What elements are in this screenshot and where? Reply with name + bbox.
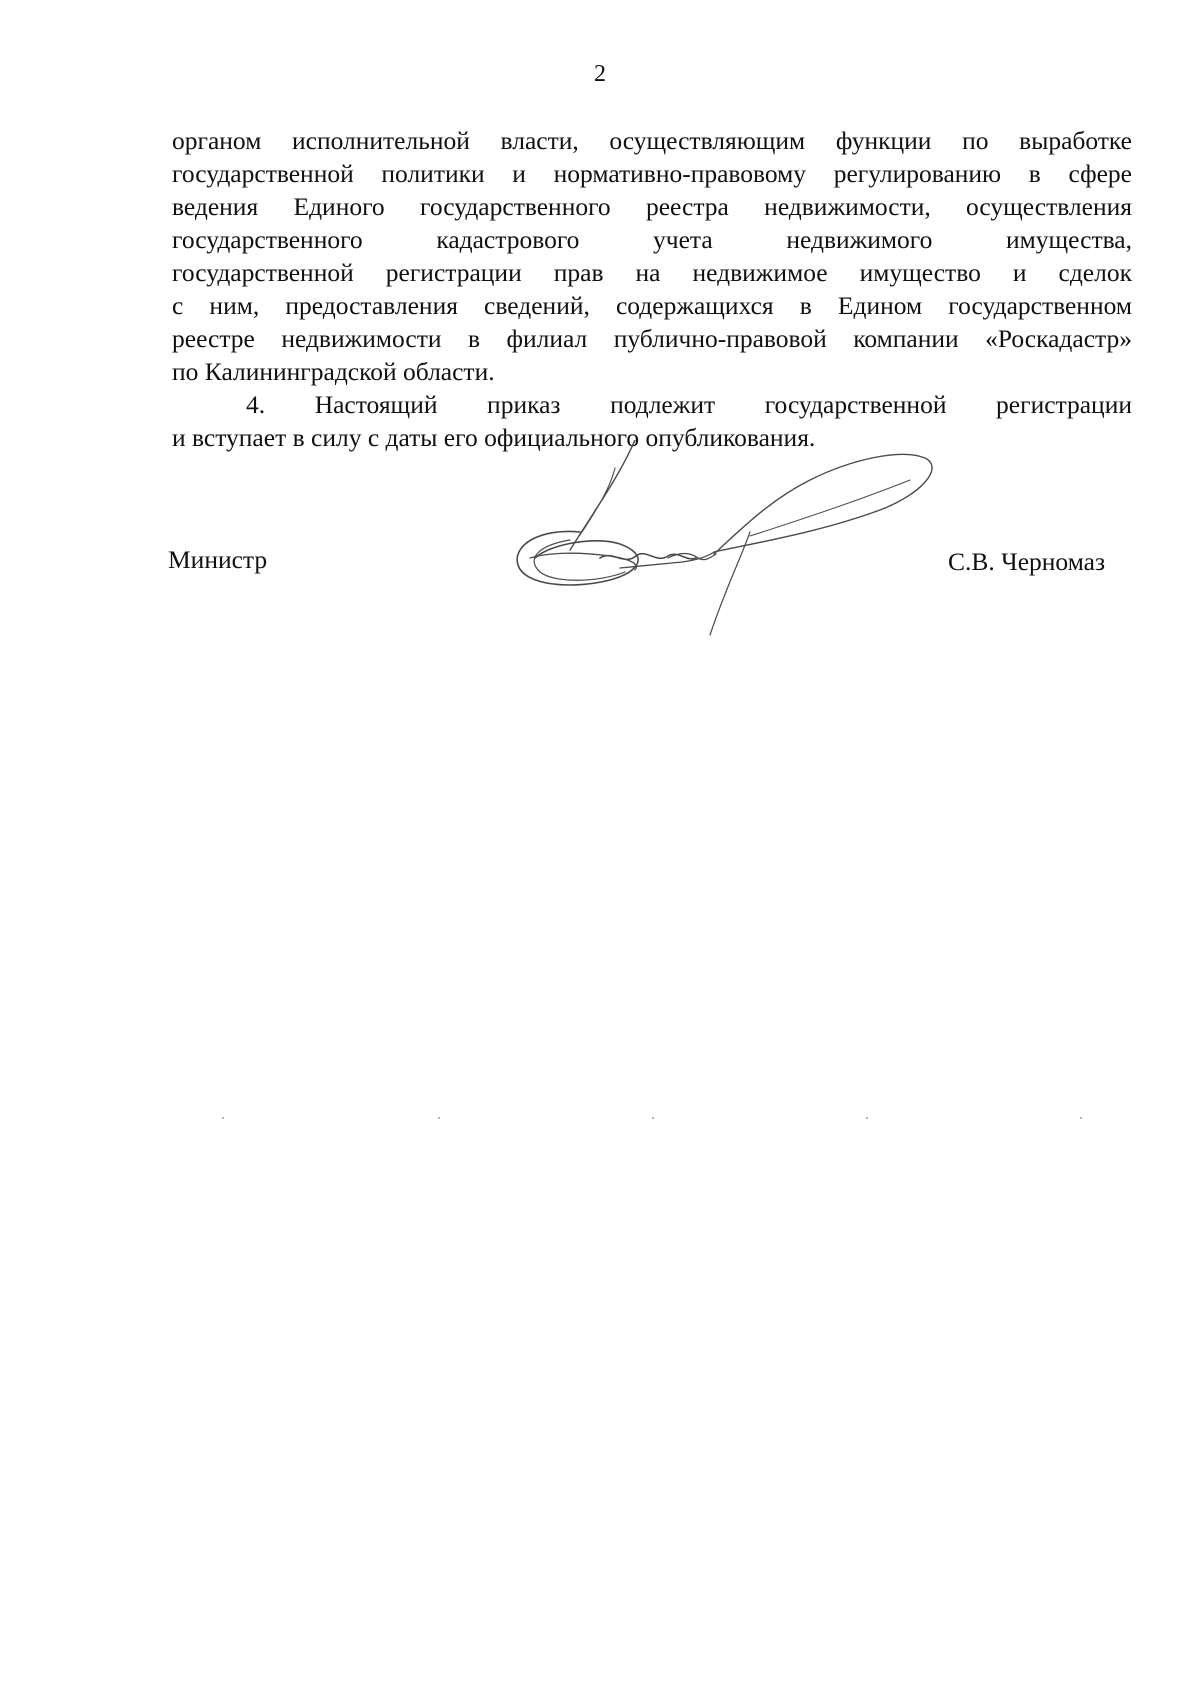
body-line-4: государственного кадастрового учета недвижимого имущества, <box>172 225 1132 254</box>
clause-4-line-1: 4. Настоящий приказ подлежит государственной регистрации <box>246 390 1132 419</box>
page-number: 2 <box>594 61 606 87</box>
scan-dot <box>866 1117 868 1119</box>
scan-dot <box>652 1117 654 1119</box>
body-line-2: государственной политики и нормативно-правовому регулированию в сфере <box>172 159 1132 188</box>
handwritten-signature <box>500 440 960 640</box>
clause-4-line-2: и вступает в силу с даты его официального опубликования. <box>172 423 816 452</box>
signer-name: С.В. Черномаз <box>948 547 1106 576</box>
scan-dot <box>222 1117 224 1119</box>
body-line-3: ведения Единого государственного реестра недвижимости, осуществления <box>172 192 1132 221</box>
body-line-1: органом исполнительной власти, осуществляющим функции по выработке <box>172 126 1132 155</box>
body-line-5: государственной регистрации прав на недвижимое имущество и сделок <box>172 258 1132 287</box>
scan-dot <box>438 1117 440 1119</box>
signer-position: Министр <box>168 545 268 574</box>
scan-dot <box>1080 1117 1082 1119</box>
body-line-6: с ним, предоставления сведений, содержащихся в Едином государственном <box>172 291 1132 320</box>
body-line-7: реестре недвижимости в филиал публично-правовой компании «Роскадастр» <box>172 324 1132 353</box>
body-line-8: по Калининградской области. <box>172 357 495 386</box>
